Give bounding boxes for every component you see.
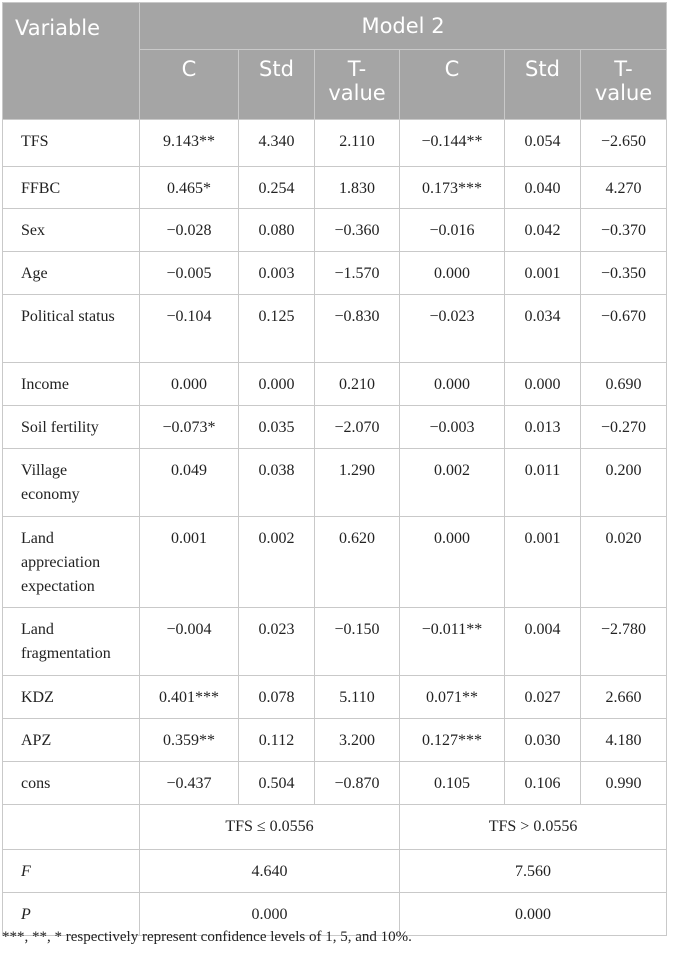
table-cell: −0.370: [581, 209, 667, 252]
table-cell: 0.078: [239, 676, 315, 719]
table-cell: 4.180: [581, 719, 667, 762]
table-cell: 0.035: [239, 406, 315, 449]
table-cell: −0.016: [400, 209, 505, 252]
row-label: FFBC: [3, 167, 140, 209]
column-header: T-value: [315, 50, 400, 120]
table-row: [3, 363, 667, 406]
table-cell: −0.023: [400, 295, 505, 363]
row-label: Village economy: [3, 449, 140, 517]
regression-table: [2, 2, 667, 936]
table-cell: −0.004: [140, 608, 239, 676]
table-cell: 0.127***: [400, 719, 505, 762]
table-cell: 0.359**: [140, 719, 239, 762]
table-cell: 0.001: [505, 252, 581, 295]
table-cell: 0.000: [400, 363, 505, 406]
table-cell: 0.990: [581, 762, 667, 805]
column-header: Std: [505, 50, 581, 120]
table-cell: 0.254: [239, 167, 315, 209]
table-cell: −2.650: [581, 120, 667, 167]
table-cell: 0.620: [315, 517, 400, 608]
table-cell: 0.112: [239, 719, 315, 762]
table-cell: 0.042: [505, 209, 581, 252]
column-header: C: [400, 50, 505, 120]
table-body: [3, 120, 667, 936]
table-row: [3, 719, 667, 762]
stat-low: 4.640: [140, 850, 400, 893]
table-header: [3, 3, 667, 120]
model-header: Model 2: [140, 3, 667, 50]
column-header: T-value: [581, 50, 667, 120]
table-cell: 0.000: [400, 252, 505, 295]
table-cell: 2.660: [581, 676, 667, 719]
threshold-high: TFS > 0.0556: [400, 805, 667, 850]
table-row: [3, 209, 667, 252]
table-cell: 0.401***: [140, 676, 239, 719]
table-cell: 0.011: [505, 449, 581, 517]
row-label: Land appreciation expectation: [3, 517, 140, 608]
table-cell: −0.003: [400, 406, 505, 449]
stat-low: 0.000: [140, 893, 400, 936]
table-row: [3, 295, 667, 363]
table-cell: 0.038: [239, 449, 315, 517]
table-cell: 1.830: [315, 167, 400, 209]
table-footnote: ***, **, * respectively represent confidence levels of 1, 5, and 10%.: [2, 929, 412, 945]
table-row: [3, 676, 667, 719]
table-cell: 5.110: [315, 676, 400, 719]
table-row: [3, 167, 667, 209]
table-cell: 0.002: [239, 517, 315, 608]
table-cell: 0.030: [505, 719, 581, 762]
table-cell: 0.027: [505, 676, 581, 719]
table-cell: 0.004: [505, 608, 581, 676]
table-row: [3, 517, 667, 608]
table-cell: 0.003: [239, 252, 315, 295]
table-cell: −0.104: [140, 295, 239, 363]
row-label: Age: [3, 252, 140, 295]
table-cell: 4.340: [239, 120, 315, 167]
row-label: TFS: [3, 120, 140, 167]
table-cell: 0.013: [505, 406, 581, 449]
table-cell: −0.437: [140, 762, 239, 805]
row-label: Income: [3, 363, 140, 406]
variable-header: Variable: [3, 3, 140, 120]
row-label: Land fragmentation: [3, 608, 140, 676]
table-cell: −0.150: [315, 608, 400, 676]
threshold-low: TFS ≤ 0.0556: [140, 805, 400, 850]
table-cell: 0.080: [239, 209, 315, 252]
column-header: C: [140, 50, 239, 120]
table-row: [3, 762, 667, 805]
table-cell: 0.504: [239, 762, 315, 805]
table-cell: 3.200: [315, 719, 400, 762]
table-row: [3, 120, 667, 167]
table-cell: 0.001: [140, 517, 239, 608]
row-label: Political status: [3, 295, 140, 363]
table-cell: −0.028: [140, 209, 239, 252]
table-cell: 0.125: [239, 295, 315, 363]
table-row: [3, 608, 667, 676]
table-cell: 0.106: [505, 762, 581, 805]
row-label: APZ: [3, 719, 140, 762]
row-label: Sex: [3, 209, 140, 252]
row-label: Soil fertility: [3, 406, 140, 449]
table-cell: 0.000: [239, 363, 315, 406]
column-header: Std: [239, 50, 315, 120]
table-cell: 0.000: [505, 363, 581, 406]
table-cell: −2.780: [581, 608, 667, 676]
row-label: KDZ: [3, 676, 140, 719]
table-cell: −0.670: [581, 295, 667, 363]
table-cell: 2.110: [315, 120, 400, 167]
table-cell: 0.465*: [140, 167, 239, 209]
table-cell: 0.000: [140, 363, 239, 406]
table-cell: −1.570: [315, 252, 400, 295]
table-cell: 0.105: [400, 762, 505, 805]
table-cell: −0.350: [581, 252, 667, 295]
row-label: F: [3, 850, 140, 893]
table-cell: 0.000: [400, 517, 505, 608]
table-cell: 4.270: [581, 167, 667, 209]
table-cell: −0.270: [581, 406, 667, 449]
table-cell: 0.001: [505, 517, 581, 608]
row-label: P: [3, 893, 140, 936]
stat-row: [3, 850, 667, 893]
table-cell: 0.200: [581, 449, 667, 517]
table-cell: −0.830: [315, 295, 400, 363]
stat-high: 7.560: [400, 850, 667, 893]
table-cell: 0.690: [581, 363, 667, 406]
table-cell: 0.020: [581, 517, 667, 608]
table-cell: 0.049: [140, 449, 239, 517]
table-row: [3, 449, 667, 517]
table-cell: 0.002: [400, 449, 505, 517]
table-cell: 0.071**: [400, 676, 505, 719]
row-label-empty: [3, 805, 140, 850]
table-cell: 0.034: [505, 295, 581, 363]
row-label: cons: [3, 762, 140, 805]
stat-high: 0.000: [400, 893, 667, 936]
table-cell: 1.290: [315, 449, 400, 517]
table-cell: −0.360: [315, 209, 400, 252]
table-cell: 0.023: [239, 608, 315, 676]
table-cell: −0.011**: [400, 608, 505, 676]
table-cell: −0.144**: [400, 120, 505, 167]
table-cell: 9.143**: [140, 120, 239, 167]
threshold-row: [3, 805, 667, 850]
table-cell: 0.210: [315, 363, 400, 406]
table-cell: 0.173***: [400, 167, 505, 209]
table-cell: 0.054: [505, 120, 581, 167]
table-cell: −0.073*: [140, 406, 239, 449]
table-row: [3, 252, 667, 295]
table-cell: −0.870: [315, 762, 400, 805]
table-row: [3, 406, 667, 449]
table-cell: 0.040: [505, 167, 581, 209]
table-cell: −0.005: [140, 252, 239, 295]
table-cell: −2.070: [315, 406, 400, 449]
